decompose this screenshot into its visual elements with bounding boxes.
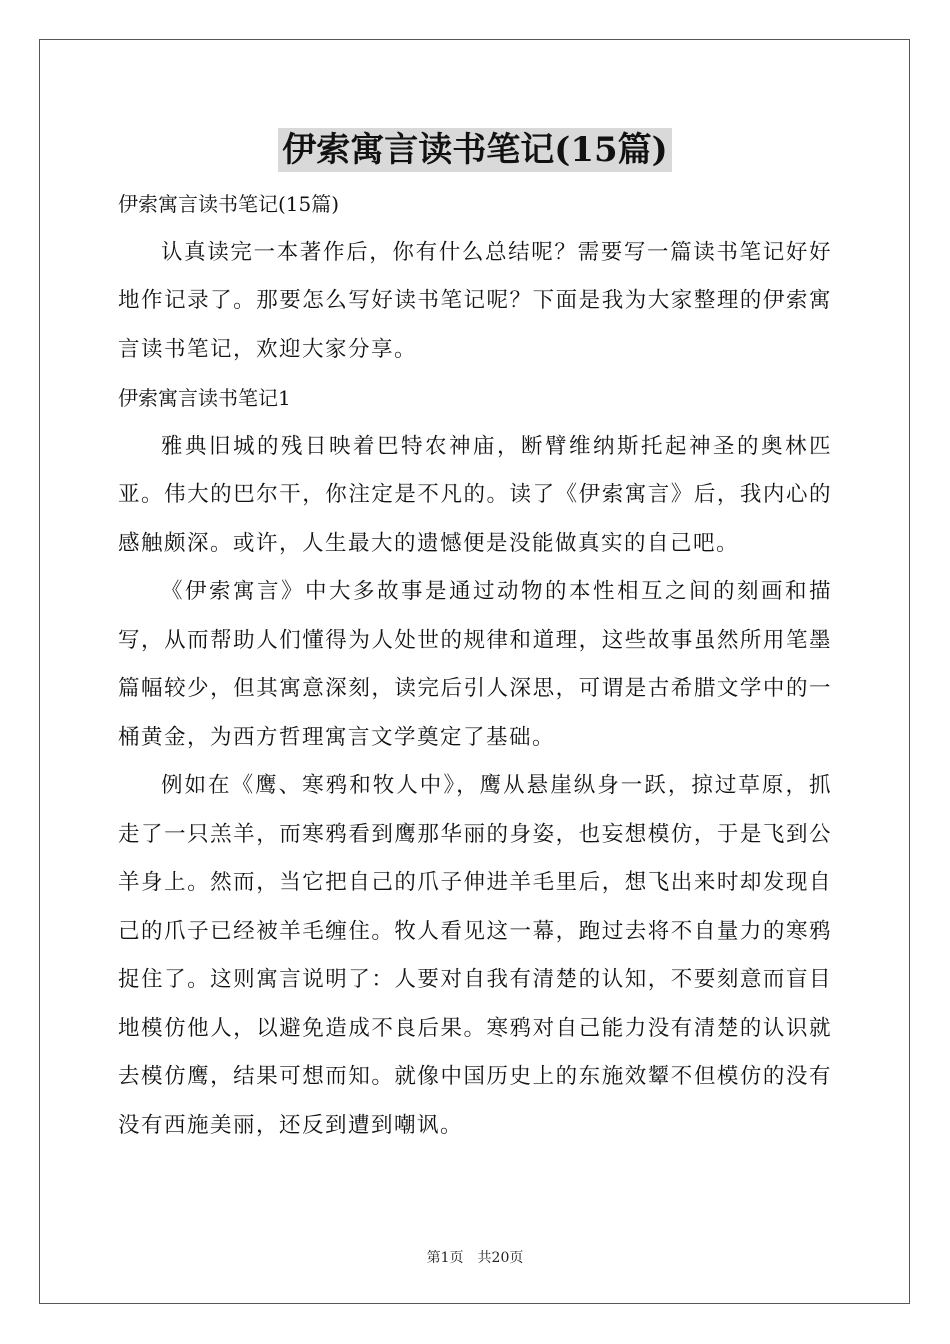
section-heading: 伊索寓言读书笔记1 xyxy=(118,386,291,410)
body-paragraph-3: 例如在《鹰、寒鸦和牧人中》，鹰从悬崖纵身一跃，掠过草原，抓走了一只羔羊，而寒鸦看到鹰那华丽的身姿，也妄想模仿，于是飞到公羊身上。然而，当它把自己的爪子伸进羊毛里后，想飞出来时却发现自己的爪子已经被羊毛缠住。牧人看见这一幕，跑过去将不自量力的寒鸦捉住了。这则寓言说明了：人要对自我有清楚的认知，不要刻意而盲目地模仿他人，以避免造成不良后果。寒鸦对自己能力没有清楚的认识就去模仿鹰，结果可想而知。就像中国历史上的东施效颦不但模仿的没有没有西施美丽，还反到遭到嘲讽。 xyxy=(118,773,832,1138)
page-total: 共20页 xyxy=(477,1250,524,1266)
intro-paragraph: 认真读完一本著作后，你有什么总结呢？需要写一篇读书笔记好好地作记录了。那要怎么写好读书笔记呢？下面是我为大家整理的伊索寓言读书笔记，欢迎大家分享。 xyxy=(118,239,832,362)
page-number: 第1页 xyxy=(426,1250,464,1266)
document-subtitle: 伊索寓言读书笔记(15篇) xyxy=(118,192,340,216)
body-paragraph-2: 《伊索寓言》中大多故事是通过动物的本性相互之间的刻画和描写，从而帮助人们懂得为人处世的规律和道理，这些故事虽然所用笔墨篇幅较少，但其寓意深刻，读完后引人深思，可谓是古希腊文学中的一桶黄金，为西方哲理寓言文学奠定了基础。 xyxy=(118,579,832,750)
document-body xyxy=(118,180,832,1150)
page-footer xyxy=(0,1247,950,1267)
document-title: 伊索寓言读书笔记(15篇) xyxy=(278,128,672,172)
body-paragraph-1: 雅典旧城的残日映着巴特农神庙，断臂维纳斯托起神圣的奥林匹亚。伟大的巴尔干，你注定是不凡的。读了《伊索寓言》后，我内心的感触颇深。或许，人生最大的遗憾便是没能做真实的自己吧。 xyxy=(118,433,832,556)
title-container xyxy=(0,128,950,172)
